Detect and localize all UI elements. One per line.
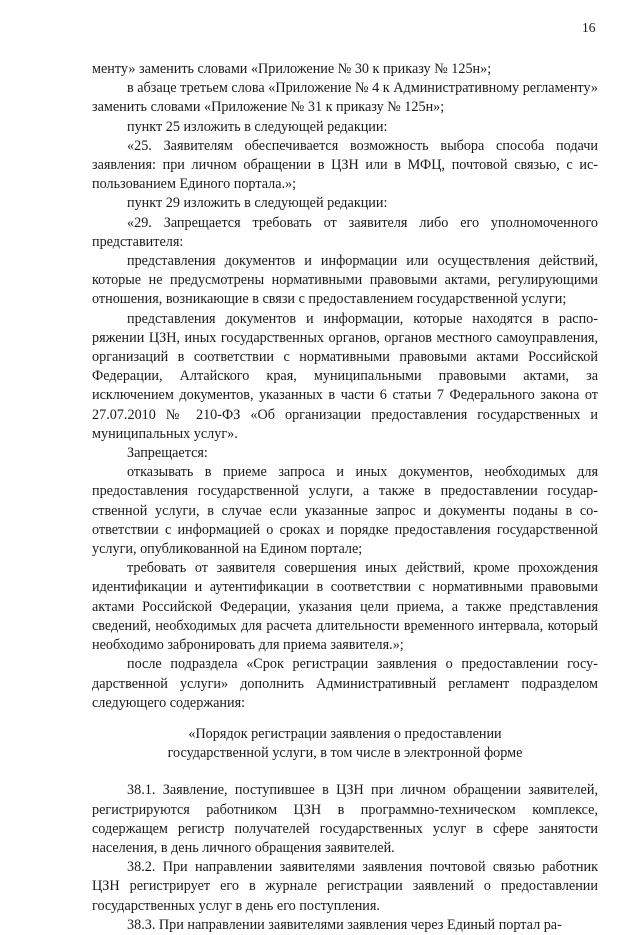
page-number: 16 <box>582 20 596 35</box>
paragraph: 38.1. Заявление, поступившее в ЦЗН при личном обращении заявителей, регистрируются работником ЦЗН в программно-техническом комплексе, содержащем регистр получателей государственных услуг в сфере занятости населения, в день личного обращения заявителей. <box>92 782 598 856</box>
paragraph: пункт 29 изложить в следующей редакции: <box>127 195 388 212</box>
paragraph: представления документов и информации, которые находятся в распоряжении ЦЗН, иных государственных органов, органов местного самоуправления, организаций в соответствии с нормативными правовыми актами Российской Федерации, Алтайского края, муниципальными правовыми актами, за исключением документов, указанных в части 6 статьи 7 Федерального закона от 27.07.2010 № 210-ФЗ «Об организации предоставления государственных и муниципальных услуг». <box>92 310 598 442</box>
paragraph: отказывать в приеме запроса и иных документов, необходимых для предоставления государственной услуги, а также в предоставлении государственной услуги, в случае если указанные запрос и документы поданы в соответствии с информацией о сроках и порядке предоставления государственной услуги, опубликованной на Едином портале; <box>92 464 598 558</box>
section-heading-line: государственной услуги, в том числе в электронной форме <box>167 745 523 762</box>
paragraph: менту» заменить словами «Приложение № 30 к приказу № 125н»; <box>92 61 492 77</box>
paragraph: пункт 25 изложить в следующей редакции: <box>127 118 388 135</box>
paragraph: 38.3. При направлении заявителями заявления через Единый портал ра- <box>127 916 562 933</box>
paragraph: «29. Запрещается требовать от заявителя либо его уполномоченного представителя: <box>92 214 598 250</box>
paragraph: требовать от заявителя совершения иных действий, кроме прохождения идентификации и аутентификации в соответствии с нормативными правовыми актами Российской Федерации, указания цели приема, а также представления сведений, необходимых для расчета длительности временного интервала, который необходимо забронировать для приема заявителя.»; <box>92 560 598 654</box>
section-heading-line: «Порядок регистрации заявления о предоставлении <box>188 725 502 742</box>
paragraph: Запрещается: <box>127 445 208 462</box>
paragraph: после подраздела «Срок регистрации заявления о предоставлении государственной услуги» дополнить Административный регламент подразделом следующего содержания: <box>92 656 598 711</box>
paragraph: представления документов и информации или осуществления действий, которые не предусмотрены нормативными правовыми актами, регулирующими отношения, возникающие в связи с предоставлением государственной услуги; <box>92 253 598 308</box>
document-body <box>92 60 598 935</box>
paragraph: «25. Заявителям обеспечивается возможность выбора способа подачи заявления: при личном обращении в ЦЗН или в МФЦ, почтовой связью, с использованием Единого портала.»; <box>92 137 598 193</box>
paragraph: в абзаце третьем слова «Приложение № 4 к Административному регламенту» заменить словами «Приложение № 31 к приказу № 125н»; <box>92 80 598 116</box>
section-heading <box>92 725 598 763</box>
paragraph: 38.2. При направлении заявителями заявления почтовой связью работник ЦЗН регистрирует его в журнале регистрации заявлений о предоставлении государственных услуг в день его поступления. <box>92 859 598 914</box>
